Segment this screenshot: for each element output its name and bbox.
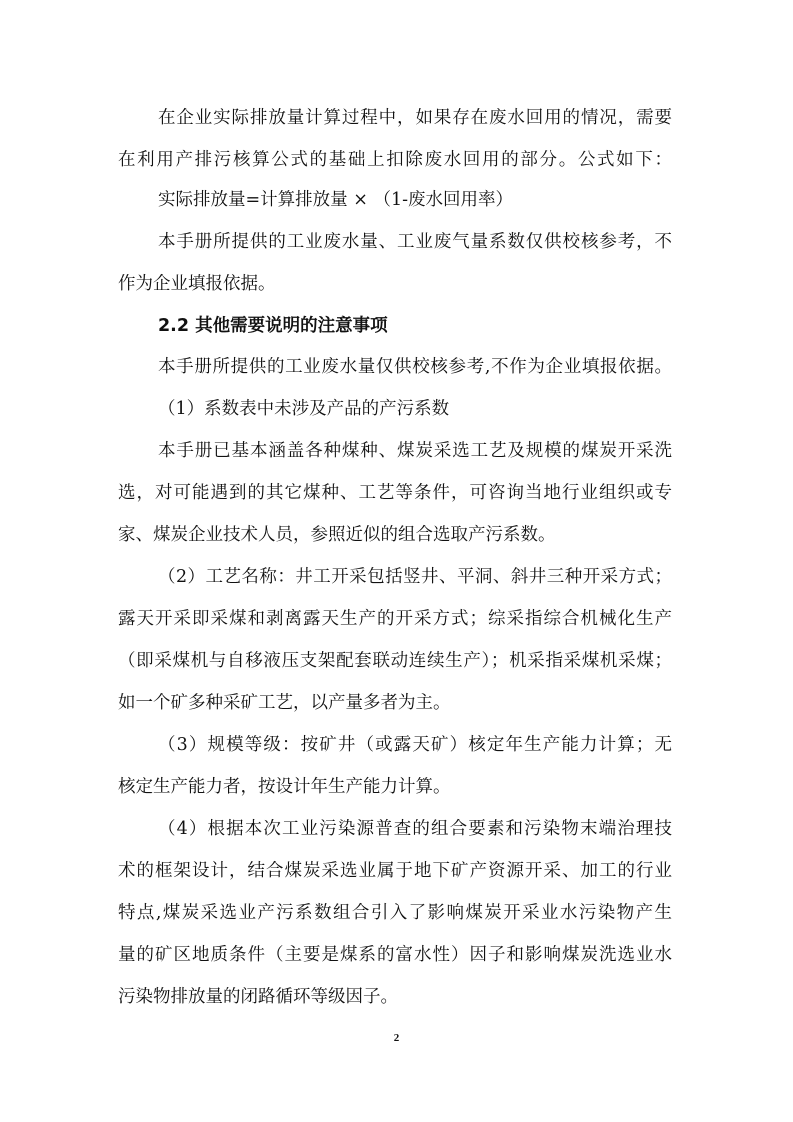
paragraph-line: 污染物排放量的闭路循环等级因子。 xyxy=(118,987,398,1007)
paragraph-line: 本手册已基本涵盖各种煤种、煤炭采选工艺及规模的煤炭开采洗 xyxy=(158,441,672,461)
formula-line: 实际排放量=计算排放量 × （1-废水回用率） xyxy=(158,190,513,210)
paragraph-line: 本手册所提供的工业废水量、工业废气量系数仅供校核参考，不 xyxy=(158,232,672,252)
paragraph-line: 家、煤炭企业技术人员，参照近似的组合选取产污系数。 xyxy=(118,525,556,545)
paragraph-line: （4）根据本次工业污染源普查的组合要素和污染物末端治理技 xyxy=(158,819,672,839)
section-heading: 2.2 其他需要说明的注意事项 xyxy=(158,316,388,336)
paragraph-line: 本手册所提供的工业废水量仅供校核参考,不作为企业填报依据。 xyxy=(158,357,672,377)
paragraph-line: 核定生产能力者，按设计年生产能力计算。 xyxy=(118,777,451,797)
page-number: 2 xyxy=(393,1032,400,1044)
paragraph-line: 特点,煤炭采选业产污系数组合引入了影响煤炭开采业水污染物产生 xyxy=(118,903,672,923)
paragraph-line: 在企业实际排放量计算过程中，如果存在废水回用的情况，需要 xyxy=(158,108,672,128)
item-heading: （1）系数表中未涉及产品的产污系数 xyxy=(158,399,450,419)
paragraph-line: 作为企业填报依据。 xyxy=(118,274,276,294)
paragraph-line: （2）工艺名称：井工开采包括竖井、平洞、斜井三种开采方式； xyxy=(158,567,672,587)
paragraph-line: 量的矿区地质条件（主要是煤系的富水性）因子和影响煤炭洗选业水 xyxy=(118,945,672,965)
paragraph-line: （即采煤机与自移液压支架配套联动连续生产）；机采指采煤机采煤； xyxy=(118,651,672,671)
paragraph-line: 在利用产排污核算公式的基础上扣除废水回用的部分。公式如下： xyxy=(118,150,672,170)
paragraph-line: 术的框架设计，结合煤炭采选业属于地下矿产资源开采、加工的行业 xyxy=(118,861,672,881)
paragraph-line: 如一个矿多种采矿工艺，以产量多者为主。 xyxy=(118,693,451,713)
paragraph-line: 选，对可能遇到的其它煤种、工艺等条件，可咨询当地行业组织或专 xyxy=(118,483,672,503)
paragraph-line: （3）规模等级：按矿井（或露天矿）核定年生产能力计算；无 xyxy=(158,735,672,755)
paragraph-line: 露天开采即采煤和剥离露天生产的开采方式；综采指综合机械化生产 xyxy=(118,609,672,629)
